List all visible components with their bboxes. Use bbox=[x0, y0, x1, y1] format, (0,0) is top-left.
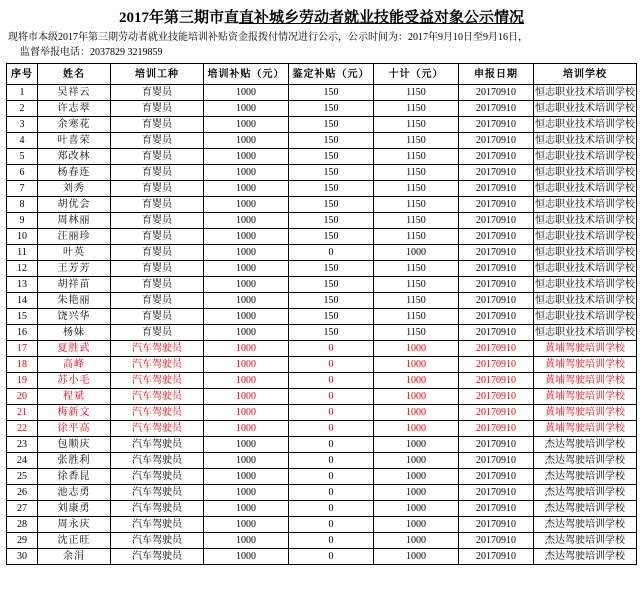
row-total: 1000 bbox=[374, 357, 459, 373]
row-no: 16 bbox=[7, 325, 38, 341]
row-type: 育婴员 bbox=[111, 309, 204, 325]
row-name: 余寒花 bbox=[38, 117, 111, 133]
row-school: 杰达驾驶培训学校 bbox=[534, 469, 637, 485]
row-date: 20170910 bbox=[459, 469, 534, 485]
row-train-subsidy: 1000 bbox=[204, 517, 289, 533]
row-train-subsidy: 1000 bbox=[204, 293, 289, 309]
row-assess-subsidy: 150 bbox=[289, 165, 374, 181]
row-date: 20170910 bbox=[459, 293, 534, 309]
row-name: 高峰 bbox=[38, 357, 111, 373]
row-name: 饶兴华 bbox=[38, 309, 111, 325]
row-assess-subsidy: 0 bbox=[289, 469, 374, 485]
row-train-subsidy: 1000 bbox=[204, 261, 289, 277]
row-no: 6 bbox=[7, 165, 38, 181]
table-row bbox=[7, 357, 637, 373]
row-date: 20170910 bbox=[459, 261, 534, 277]
row-total: 1150 bbox=[374, 325, 459, 341]
row-school: 黄埔驾驶培训学校 bbox=[534, 389, 637, 405]
row-no: 1 bbox=[7, 85, 38, 101]
row-total: 1000 bbox=[374, 421, 459, 437]
row-train-subsidy: 1000 bbox=[204, 469, 289, 485]
table-row bbox=[7, 341, 637, 357]
row-assess-subsidy: 0 bbox=[289, 389, 374, 405]
row-total: 1150 bbox=[374, 229, 459, 245]
row-total: 1000 bbox=[374, 405, 459, 421]
table-row bbox=[7, 533, 637, 549]
row-total: 1150 bbox=[374, 197, 459, 213]
row-name: 程斌 bbox=[38, 389, 111, 405]
row-assess-subsidy: 0 bbox=[289, 533, 374, 549]
row-assess-subsidy: 150 bbox=[289, 277, 374, 293]
header-type: 培训工种 bbox=[111, 64, 204, 85]
row-train-subsidy: 1000 bbox=[204, 85, 289, 101]
row-name: 周林丽 bbox=[38, 213, 111, 229]
row-total: 1150 bbox=[374, 85, 459, 101]
row-date: 20170910 bbox=[459, 325, 534, 341]
table-row bbox=[7, 405, 637, 421]
row-school: 恒志职业技术培训学校 bbox=[534, 213, 637, 229]
row-total: 1000 bbox=[374, 485, 459, 501]
row-no: 12 bbox=[7, 261, 38, 277]
table-row bbox=[7, 181, 637, 197]
row-name: 许志翠 bbox=[38, 101, 111, 117]
header-school: 培训学校 bbox=[534, 64, 637, 85]
row-school: 恒志职业技术培训学校 bbox=[534, 261, 637, 277]
row-assess-subsidy: 0 bbox=[289, 501, 374, 517]
row-assess-subsidy: 0 bbox=[289, 405, 374, 421]
row-type: 育婴员 bbox=[111, 197, 204, 213]
row-school: 恒志职业技术培训学校 bbox=[534, 229, 637, 245]
row-school: 恒志职业技术培训学校 bbox=[534, 165, 637, 181]
row-assess-subsidy: 0 bbox=[289, 485, 374, 501]
row-total: 1000 bbox=[374, 501, 459, 517]
row-train-subsidy: 1000 bbox=[204, 453, 289, 469]
row-type: 汽车驾驶员 bbox=[111, 437, 204, 453]
row-type: 育婴员 bbox=[111, 165, 204, 181]
row-train-subsidy: 1000 bbox=[204, 149, 289, 165]
row-total: 1000 bbox=[374, 437, 459, 453]
row-type: 育婴员 bbox=[111, 85, 204, 101]
row-no: 21 bbox=[7, 405, 38, 421]
row-name: 杨妹 bbox=[38, 325, 111, 341]
row-name: 池志勇 bbox=[38, 485, 111, 501]
row-no: 26 bbox=[7, 485, 38, 501]
row-school: 杰达驾驶培训学校 bbox=[534, 549, 637, 565]
row-assess-subsidy: 0 bbox=[289, 341, 374, 357]
table-row bbox=[7, 469, 637, 485]
row-school: 杰达驾驶培训学校 bbox=[534, 453, 637, 469]
row-train-subsidy: 1000 bbox=[204, 533, 289, 549]
row-assess-subsidy: 150 bbox=[289, 133, 374, 149]
row-school: 杰达驾驶培训学校 bbox=[534, 533, 637, 549]
row-date: 20170910 bbox=[459, 149, 534, 165]
row-name: 汪丽珍 bbox=[38, 229, 111, 245]
row-name: 吴祥云 bbox=[38, 85, 111, 101]
row-train-subsidy: 1000 bbox=[204, 421, 289, 437]
row-total: 1150 bbox=[374, 149, 459, 165]
row-date: 20170910 bbox=[459, 197, 534, 213]
table-row bbox=[7, 517, 637, 533]
row-total: 1150 bbox=[374, 165, 459, 181]
row-train-subsidy: 1000 bbox=[204, 485, 289, 501]
row-type: 汽车驾驶员 bbox=[111, 341, 204, 357]
header-assess-subsidy: 鉴定补贴（元） bbox=[289, 64, 374, 85]
row-train-subsidy: 1000 bbox=[204, 549, 289, 565]
row-type: 育婴员 bbox=[111, 261, 204, 277]
row-train-subsidy: 1000 bbox=[204, 501, 289, 517]
row-train-subsidy: 1000 bbox=[204, 117, 289, 133]
table-row bbox=[7, 197, 637, 213]
row-school: 恒志职业技术培训学校 bbox=[534, 149, 637, 165]
row-date: 20170910 bbox=[459, 485, 534, 501]
row-name: 杨春连 bbox=[38, 165, 111, 181]
row-assess-subsidy: 150 bbox=[289, 101, 374, 117]
row-no: 4 bbox=[7, 133, 38, 149]
row-assess-subsidy: 150 bbox=[289, 85, 374, 101]
row-name: 余涓 bbox=[38, 549, 111, 565]
row-train-subsidy: 1000 bbox=[204, 101, 289, 117]
row-total: 1150 bbox=[374, 213, 459, 229]
row-assess-subsidy: 0 bbox=[289, 373, 374, 389]
table-row bbox=[7, 421, 637, 437]
row-type: 育婴员 bbox=[111, 325, 204, 341]
row-no: 24 bbox=[7, 453, 38, 469]
row-date: 20170910 bbox=[459, 533, 534, 549]
row-name: 胡优会 bbox=[38, 197, 111, 213]
table-row bbox=[7, 293, 637, 309]
row-no: 23 bbox=[7, 437, 38, 453]
row-train-subsidy: 1000 bbox=[204, 133, 289, 149]
row-school: 黄埔驾驶培训学校 bbox=[534, 373, 637, 389]
row-type: 汽车驾驶员 bbox=[111, 549, 204, 565]
row-type: 育婴员 bbox=[111, 293, 204, 309]
row-assess-subsidy: 0 bbox=[289, 245, 374, 261]
row-type: 汽车驾驶员 bbox=[111, 389, 204, 405]
row-name: 刘秀 bbox=[38, 181, 111, 197]
header-date: 申报日期 bbox=[459, 64, 534, 85]
table-header-row bbox=[7, 64, 637, 85]
header-train-subsidy: 培训补贴（元） bbox=[204, 64, 289, 85]
row-no: 13 bbox=[7, 277, 38, 293]
row-date: 20170910 bbox=[459, 517, 534, 533]
row-no: 25 bbox=[7, 469, 38, 485]
row-no: 10 bbox=[7, 229, 38, 245]
row-assess-subsidy: 0 bbox=[289, 453, 374, 469]
row-date: 20170910 bbox=[459, 229, 534, 245]
row-school: 恒志职业技术培训学校 bbox=[534, 277, 637, 293]
row-name: 张胜利 bbox=[38, 453, 111, 469]
row-type: 育婴员 bbox=[111, 133, 204, 149]
row-type: 汽车驾驶员 bbox=[111, 517, 204, 533]
row-name: 苏小毛 bbox=[38, 373, 111, 389]
table-row bbox=[7, 133, 637, 149]
row-date: 20170910 bbox=[459, 165, 534, 181]
row-type: 汽车驾驶员 bbox=[111, 501, 204, 517]
row-total: 1000 bbox=[374, 341, 459, 357]
row-train-subsidy: 1000 bbox=[204, 181, 289, 197]
row-train-subsidy: 1000 bbox=[204, 325, 289, 341]
row-assess-subsidy: 150 bbox=[289, 261, 374, 277]
row-assess-subsidy: 0 bbox=[289, 421, 374, 437]
row-total: 1150 bbox=[374, 261, 459, 277]
row-type: 育婴员 bbox=[111, 277, 204, 293]
row-type: 汽车驾驶员 bbox=[111, 357, 204, 373]
row-date: 20170910 bbox=[459, 357, 534, 373]
row-no: 7 bbox=[7, 181, 38, 197]
row-school: 恒志职业技术培训学校 bbox=[534, 117, 637, 133]
page-title bbox=[6, 4, 637, 29]
row-date: 20170910 bbox=[459, 213, 534, 229]
row-name: 徐平高 bbox=[38, 421, 111, 437]
row-date: 20170910 bbox=[459, 341, 534, 357]
row-total: 1000 bbox=[374, 469, 459, 485]
row-name: 叶喜荣 bbox=[38, 133, 111, 149]
row-total: 1150 bbox=[374, 277, 459, 293]
row-total: 1000 bbox=[374, 389, 459, 405]
row-school: 杰达驾驶培训学校 bbox=[534, 437, 637, 453]
table-row bbox=[7, 453, 637, 469]
row-name: 刘康勇 bbox=[38, 501, 111, 517]
row-train-subsidy: 1000 bbox=[204, 213, 289, 229]
table-row bbox=[7, 245, 637, 261]
header-no: 序号 bbox=[7, 64, 38, 85]
row-name: 徐香昆 bbox=[38, 469, 111, 485]
row-name: 周永庆 bbox=[38, 517, 111, 533]
row-no: 18 bbox=[7, 357, 38, 373]
row-name: 夏胜武 bbox=[38, 341, 111, 357]
row-total: 1150 bbox=[374, 293, 459, 309]
row-school: 恒志职业技术培训学校 bbox=[534, 197, 637, 213]
row-type: 汽车驾驶员 bbox=[111, 453, 204, 469]
row-type: 汽车驾驶员 bbox=[111, 469, 204, 485]
page-title-underlined: 直补城乡劳动者就业技能受益对象公示情况 bbox=[239, 10, 525, 26]
row-no: 22 bbox=[7, 421, 38, 437]
row-type: 育婴员 bbox=[111, 245, 204, 261]
row-school: 恒志职业技术培训学校 bbox=[534, 181, 637, 197]
row-train-subsidy: 1000 bbox=[204, 373, 289, 389]
row-date: 20170910 bbox=[459, 309, 534, 325]
table-row bbox=[7, 85, 637, 101]
row-type: 育婴员 bbox=[111, 213, 204, 229]
row-assess-subsidy: 0 bbox=[289, 549, 374, 565]
row-assess-subsidy: 0 bbox=[289, 437, 374, 453]
row-no: 3 bbox=[7, 117, 38, 133]
row-train-subsidy: 1000 bbox=[204, 341, 289, 357]
row-type: 汽车驾驶员 bbox=[111, 533, 204, 549]
row-school: 黄埔驾驶培训学校 bbox=[534, 341, 637, 357]
row-assess-subsidy: 150 bbox=[289, 213, 374, 229]
row-date: 20170910 bbox=[459, 405, 534, 421]
table-row bbox=[7, 389, 637, 405]
row-school: 恒志职业技术培训学校 bbox=[534, 245, 637, 261]
row-type: 育婴员 bbox=[111, 101, 204, 117]
row-train-subsidy: 1000 bbox=[204, 309, 289, 325]
row-school: 黄埔驾驶培训学校 bbox=[534, 421, 637, 437]
table-row bbox=[7, 437, 637, 453]
row-school: 杰达驾驶培训学校 bbox=[534, 501, 637, 517]
row-date: 20170910 bbox=[459, 437, 534, 453]
row-total: 1150 bbox=[374, 309, 459, 325]
row-assess-subsidy: 150 bbox=[289, 325, 374, 341]
row-date: 20170910 bbox=[459, 133, 534, 149]
row-no: 5 bbox=[7, 149, 38, 165]
row-school: 恒志职业技术培训学校 bbox=[534, 325, 637, 341]
row-no: 9 bbox=[7, 213, 38, 229]
row-assess-subsidy: 150 bbox=[289, 293, 374, 309]
header-total: 十计（元） bbox=[374, 64, 459, 85]
intro-contact: 监督举报电话：2037829 3219859 bbox=[20, 47, 163, 58]
row-name: 梅新文 bbox=[38, 405, 111, 421]
row-date: 20170910 bbox=[459, 549, 534, 565]
row-type: 汽车驾驶员 bbox=[111, 373, 204, 389]
page-title-prefix: 2017年第三期市直 bbox=[118, 10, 239, 26]
row-type: 育婴员 bbox=[111, 181, 204, 197]
row-train-subsidy: 1000 bbox=[204, 405, 289, 421]
table-row bbox=[7, 549, 637, 565]
row-total: 1150 bbox=[374, 133, 459, 149]
row-train-subsidy: 1000 bbox=[204, 277, 289, 293]
table-row bbox=[7, 373, 637, 389]
row-school: 杰达驾驶培训学校 bbox=[534, 485, 637, 501]
row-assess-subsidy: 150 bbox=[289, 309, 374, 325]
row-date: 20170910 bbox=[459, 277, 534, 293]
row-train-subsidy: 1000 bbox=[204, 245, 289, 261]
row-date: 20170910 bbox=[459, 501, 534, 517]
row-total: 1000 bbox=[374, 453, 459, 469]
row-date: 20170910 bbox=[459, 85, 534, 101]
row-date: 20170910 bbox=[459, 101, 534, 117]
table-row bbox=[7, 277, 637, 293]
row-type: 汽车驾驶员 bbox=[111, 421, 204, 437]
row-no: 2 bbox=[7, 101, 38, 117]
row-name: 胡祥苗 bbox=[38, 277, 111, 293]
row-date: 20170910 bbox=[459, 421, 534, 437]
row-no: 14 bbox=[7, 293, 38, 309]
row-no: 27 bbox=[7, 501, 38, 517]
row-no: 15 bbox=[7, 309, 38, 325]
table-row bbox=[7, 501, 637, 517]
row-assess-subsidy: 0 bbox=[289, 357, 374, 373]
row-school: 黄埔驾驶培训学校 bbox=[534, 357, 637, 373]
row-school: 杰达驾驶培训学校 bbox=[534, 517, 637, 533]
row-date: 20170910 bbox=[459, 453, 534, 469]
row-date: 20170910 bbox=[459, 181, 534, 197]
row-school: 黄埔驾驶培训学校 bbox=[534, 405, 637, 421]
row-name: 沈正旺 bbox=[38, 533, 111, 549]
row-total: 1000 bbox=[374, 549, 459, 565]
table-row bbox=[7, 101, 637, 117]
row-type: 育婴员 bbox=[111, 229, 204, 245]
table-row bbox=[7, 309, 637, 325]
row-school: 恒志职业技术培训学校 bbox=[534, 309, 637, 325]
intro-paragraph: 现将市本级2017年第三期劳动者就业技能培训补贴资金报拨付情况进行公示，公示时间为：2017年9月10日至9月16日， bbox=[8, 32, 528, 43]
table-row bbox=[7, 165, 637, 181]
row-assess-subsidy: 150 bbox=[289, 229, 374, 245]
row-train-subsidy: 1000 bbox=[204, 357, 289, 373]
row-total: 1150 bbox=[374, 181, 459, 197]
publicity-table bbox=[6, 63, 637, 565]
row-assess-subsidy: 150 bbox=[289, 117, 374, 133]
row-total: 1000 bbox=[374, 517, 459, 533]
row-total: 1150 bbox=[374, 117, 459, 133]
row-date: 20170910 bbox=[459, 373, 534, 389]
row-name: 叶英 bbox=[38, 245, 111, 261]
row-train-subsidy: 1000 bbox=[204, 197, 289, 213]
row-name: 包顺庆 bbox=[38, 437, 111, 453]
table-row bbox=[7, 229, 637, 245]
row-no: 11 bbox=[7, 245, 38, 261]
row-name: 王芳芳 bbox=[38, 261, 111, 277]
table-row bbox=[7, 213, 637, 229]
row-total: 1000 bbox=[374, 533, 459, 549]
header-name: 姓名 bbox=[38, 64, 111, 85]
row-no: 8 bbox=[7, 197, 38, 213]
table-row bbox=[7, 325, 637, 341]
row-assess-subsidy: 150 bbox=[289, 181, 374, 197]
row-date: 20170910 bbox=[459, 245, 534, 261]
row-name: 朱艳丽 bbox=[38, 293, 111, 309]
row-date: 20170910 bbox=[459, 389, 534, 405]
row-type: 汽车驾驶员 bbox=[111, 485, 204, 501]
row-no: 20 bbox=[7, 389, 38, 405]
table-row bbox=[7, 117, 637, 133]
row-train-subsidy: 1000 bbox=[204, 389, 289, 405]
row-assess-subsidy: 150 bbox=[289, 149, 374, 165]
row-no: 19 bbox=[7, 373, 38, 389]
row-no: 30 bbox=[7, 549, 38, 565]
row-train-subsidy: 1000 bbox=[204, 165, 289, 181]
table-row bbox=[7, 149, 637, 165]
row-train-subsidy: 1000 bbox=[204, 229, 289, 245]
row-type: 汽车驾驶员 bbox=[111, 405, 204, 421]
row-train-subsidy: 1000 bbox=[204, 437, 289, 453]
row-no: 17 bbox=[7, 341, 38, 357]
row-type: 育婴员 bbox=[111, 149, 204, 165]
row-total: 1000 bbox=[374, 245, 459, 261]
row-no: 28 bbox=[7, 517, 38, 533]
row-assess-subsidy: 150 bbox=[289, 197, 374, 213]
row-school: 恒志职业技术培训学校 bbox=[534, 85, 637, 101]
row-assess-subsidy: 0 bbox=[289, 517, 374, 533]
table-row bbox=[7, 485, 637, 501]
row-date: 20170910 bbox=[459, 117, 534, 133]
row-total: 1000 bbox=[374, 373, 459, 389]
row-name: 郑改林 bbox=[38, 149, 111, 165]
row-school: 恒志职业技术培训学校 bbox=[534, 293, 637, 309]
row-no: 29 bbox=[7, 533, 38, 549]
row-school: 恒志职业技术培训学校 bbox=[534, 133, 637, 149]
table-row bbox=[7, 261, 637, 277]
row-school: 恒志职业技术培训学校 bbox=[534, 101, 637, 117]
row-total: 1150 bbox=[374, 101, 459, 117]
row-type: 育婴员 bbox=[111, 117, 204, 133]
table-body bbox=[7, 85, 637, 565]
